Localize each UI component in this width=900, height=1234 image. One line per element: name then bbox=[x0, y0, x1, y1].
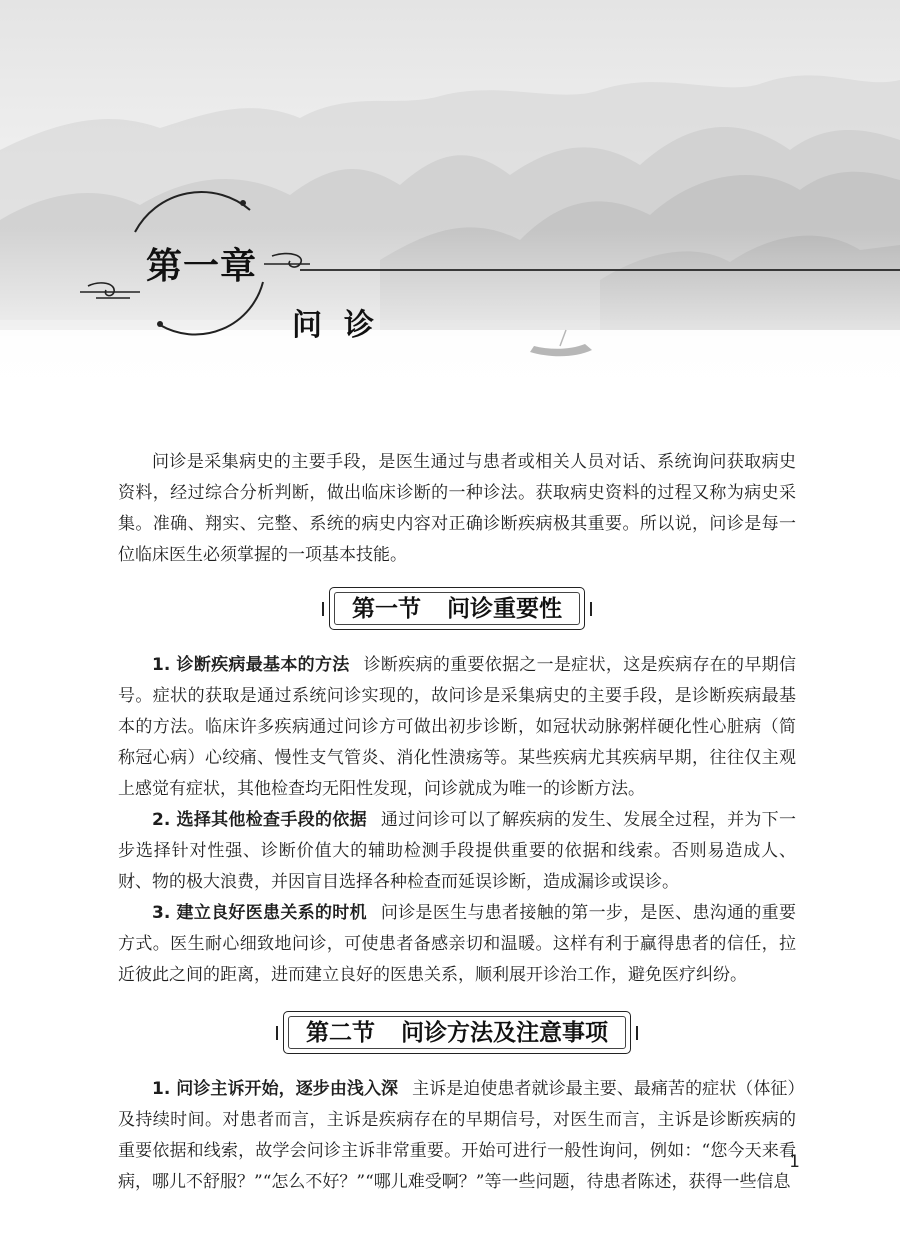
section-1-heading bbox=[329, 587, 585, 630]
section-2-item-1 bbox=[118, 1074, 796, 1198]
item-lead: 1. 问诊主诉开始，逐步由浅入深 bbox=[152, 1079, 399, 1099]
chapter-title: 问诊 bbox=[292, 308, 396, 343]
item-text: 问诊是医生与患者接触的第一步，是医、患沟通的重要方式。医生耐心细致地问诊，可使患者备感亲切和温暖。这样有利于赢得患者的信任，拉近彼此之间的距离，进而建立良好的医患关系，顺利展开诊治工作，避免医疗纠纷。 bbox=[118, 903, 796, 985]
section-1-item-1 bbox=[118, 650, 796, 805]
item-lead: 3. 建立良好医患关系的时机 bbox=[152, 903, 367, 923]
page-number: 1 bbox=[789, 1152, 800, 1172]
item-text: 主诉是迫使患者就诊最主要、最痛苦的症状（体征）及持续时间。对患者而言，主诉是疾病存在的早期信号，对医生而言，主诉是诊断疾病的重要依据和线索，故学会问诊主诉非常重要。开始可进行一般性询问，例如：“您今天来看病，哪儿不舒服？”“怎么不好？”“哪儿难受啊？”等一些问题，待患者陈述，获得一些信息 bbox=[118, 1079, 796, 1192]
intro-paragraph: 问诊是采集病史的主要手段，是医生通过与患者或相关人员对话、系统询问获取病史资料，经过综合分析判断，做出临床诊断的一种诊法。获取病史资料的过程又称为病史采集。准确、翔实、完整、系统的病史内容对正确诊断疾病极其重要。所以说，问诊是每一位临床医生必须掌握的一项基本技能。 bbox=[118, 452, 796, 565]
item-lead: 2. 选择其他检查手段的依据 bbox=[152, 810, 367, 830]
section-2-heading bbox=[283, 1011, 631, 1054]
chapter-number: 第一章 bbox=[146, 246, 258, 287]
section-1-item-2 bbox=[118, 805, 796, 898]
section-1-heading-wrap bbox=[118, 587, 796, 630]
item-text: 通过问诊可以了解疾病的发生、发展全过程，并为下一步选择针对性强、诊断价值大的辅助检测手段提供重要的依据和线索。否则易造成人、财、物的极大浪费，并因盲目选择各种检查而延误诊断，造成漏诊或误诊。 bbox=[118, 810, 796, 892]
section-1-title: 问诊重要性 bbox=[447, 595, 562, 622]
section-2-heading-wrap bbox=[118, 1011, 796, 1054]
section-2-label: 第二节 bbox=[306, 1019, 375, 1046]
section-1-item-3 bbox=[118, 898, 796, 991]
section-2-title: 问诊方法及注意事项 bbox=[401, 1019, 608, 1046]
item-text: 诊断疾病的重要依据之一是症状，这是疾病存在的早期信号。症状的获取是通过系统问诊实现的，故问诊是采集病史的主要手段，是诊断疾病最基本的方法。临床许多疾病通过问诊方可做出初步诊断，如冠状动脉粥样硬化性心脏病（简称冠心病）心绞痛、慢性支气管炎、消化性溃疡等。某些疾病尤其疾病早期，往往仅主观上感觉有症状，其他检查均无阳性发现，问诊就成为唯一的诊断方法。 bbox=[118, 655, 796, 799]
ink-landscape-banner bbox=[0, 0, 900, 400]
chapter-body bbox=[118, 447, 796, 1198]
item-lead: 1. 诊断疾病最基本的方法 bbox=[152, 655, 350, 675]
section-1-label: 第一节 bbox=[352, 595, 421, 622]
